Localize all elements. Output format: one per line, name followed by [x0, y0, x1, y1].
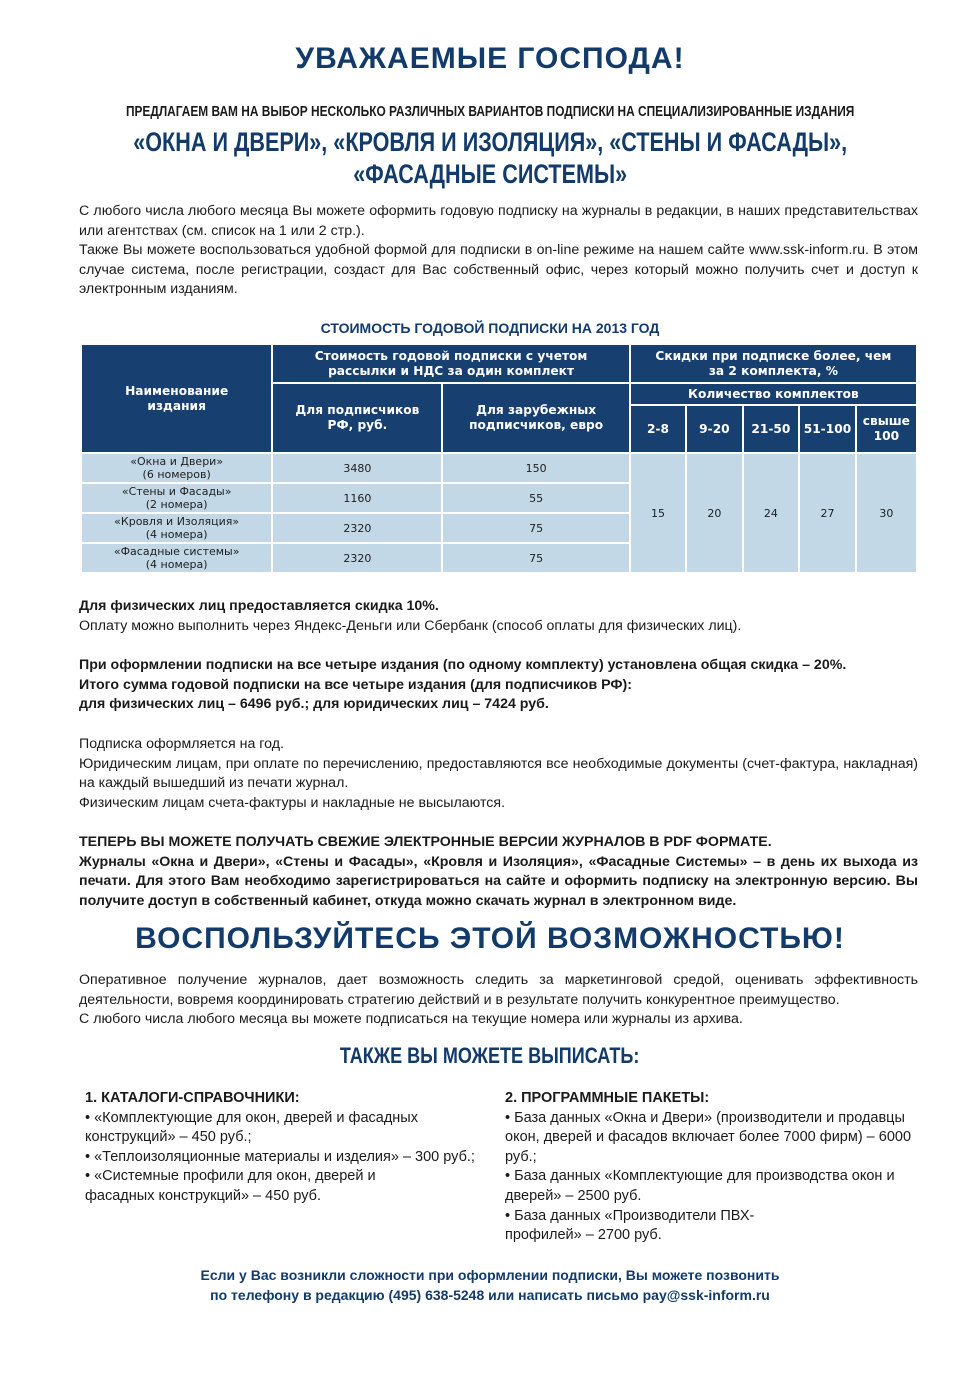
cell-discount-over-100: 30	[856, 453, 917, 573]
documents-note	[79, 735, 918, 813]
also-title-text: ТАКЖЕ ВЫ МОЖЕТЕ ВЫПИСАТЬ:	[340, 1043, 640, 1068]
header-qty: Количество комплектов	[630, 383, 917, 405]
pdf-note	[79, 833, 918, 911]
cell-name	[81, 483, 272, 513]
bundle-discount-line-1: При оформлении подписки на все четыре издания (по одному комплекту) установлена общая скидка – 20%.	[79, 657, 847, 673]
software-column	[505, 1089, 917, 1246]
header-cost-group: Стоимость годовой подписки с учетом рассылки и НДС за один комплект	[272, 344, 629, 383]
documents-line-1: Подписка оформляется на год.	[79, 736, 284, 752]
intro-paragraph-2: Также Вы можете воспользоваться удобной формой для подписки в on-line режиме на нашем сайте www.ssk-inform.ru. В этом случае система, после регистрации, создаст для Вас собственный офис, через который можно получить счет и доступ к электронным изданиям.	[79, 242, 918, 298]
header-range-21-50: 21-50	[743, 405, 800, 453]
cell-foreign: 150	[442, 453, 629, 483]
documents-line-2: Юридическим лицам, при оплате по перечислению, предоставляются все необходимые документы (счет-фактура, накладная) на каждый вышедший из печати журнал.	[79, 755, 918, 792]
pdf-heading: ТЕПЕРЬ ВЫ МОЖЕТЕ ПОЛУЧАТЬ СВЕЖИЕ ЭЛЕКТРОННЫЕ ВЕРСИИ ЖУРНАЛОВ В PDF ФОРМАТЕ.	[79, 834, 772, 850]
bundle-discount-line-2: Итого сумма годовой подписки на все четыре издания (для подписчиков РФ):	[79, 676, 632, 693]
software-item: • База данных «Комплектующие для производства окон и дверей» – 2500 руб.	[505, 1168, 895, 1204]
cell-discount-51-100: 27	[799, 453, 856, 573]
cell-discount-2-8: 15	[630, 453, 686, 573]
catalog-item: • «Комплектующие для окон, дверей и фасадных конструкций» – 450 руб.;	[85, 1109, 418, 1146]
page-title	[0, 42, 980, 76]
promo-paragraph-1: Оперативное получение журналов, дает возможность следить за маркетинговой средой, оценивать эффективность деятельности, вовремя координировать стратегию действий и в результате получить конкурентное преимущество.	[79, 972, 918, 1008]
promo-title-text: ВОСПОЛЬЗУЙТЕСЬ ЭТОЙ ВОЗМОЖНОСТЬЮ!	[135, 922, 845, 955]
price-table	[80, 343, 918, 574]
cell-name	[81, 513, 272, 543]
promo-title	[0, 922, 980, 956]
intro-paragraph-1: С любого числа любого месяца Вы можете оформить годовую подписку на журналы в редакции, в наших представительствах или агентствах (см. список на 1 или 2 стр.).	[79, 203, 918, 239]
magazine-issues: (4 номера)	[145, 558, 208, 571]
cell-foreign: 75	[442, 543, 629, 573]
payment-methods-text: Оплату можно выполнить через Яндекс-Деньги или Сбербанк (способ оплаты для физических лиц).	[79, 617, 742, 634]
cell-rf: 2320	[272, 543, 442, 573]
header-range-51-100: 51-100	[799, 405, 856, 453]
contact-line-1: Если у Вас возникли сложности при оформлении подписки, Вы можете позвонить	[200, 1267, 780, 1283]
magazines-line-1: «ОКНА И ДВЕРИ», «КРОВЛЯ И ИЗОЛЯЦИЯ», «СТЕНЫ И ФАСАДЫ»,	[133, 127, 847, 157]
contact-line-2: по телефону в редакцию (495) 638-5248 или написать письмо pay@ssk-inform.ru	[210, 1286, 770, 1303]
cell-foreign: 55	[442, 483, 629, 513]
header-discount-group: Скидки при подписке более, чем за 2 комплекта, %	[630, 344, 917, 383]
header-foreign: Для зарубежных подписчиков, евро	[442, 383, 629, 453]
documents-line-3: Физическим лицам счета-фактуры и накладные не высылаются.	[79, 794, 506, 811]
magazines-line-2: «ФАСАДНЫЕ СИСТЕМЫ»	[353, 159, 627, 189]
header-rf: Для подписчиков РФ, руб.	[272, 383, 442, 453]
table-title: СТОИМОСТЬ ГОДОВОЙ ПОДПИСКИ НА 2013 ГОД	[320, 320, 660, 336]
software-item: • База данных «Производители ПВХ-профилей» – 2700 руб.	[505, 1207, 755, 1244]
page-title-text: УВАЖАЕМЫЕ ГОСПОДА!	[295, 42, 685, 75]
pdf-text: Журналы «Окна и Двери», «Стены и Фасады», «Кровля и Изоляция», «Фасадные Системы» – в день их выхода из печати. Для этого Вам необходимо зарегистрироваться на сайте и оформить подписку на электронную версию. Вы получите доступ в собственный кабинет, откуда можно скачать журнал в электронном виде.	[79, 853, 918, 909]
catalog-item: • «Теплоизоляционные материалы и изделия» – 300 руб.;	[85, 1148, 475, 1165]
magazine-issues: (2 номера)	[145, 498, 208, 511]
header-range-9-20: 9-20	[686, 405, 742, 453]
individual-discount-text: Для физических лиц предоставляется скидка 10%.	[79, 598, 439, 614]
magazine-name: «Фасадные системы»	[113, 545, 240, 558]
header-name: Наименование издания	[81, 344, 272, 453]
table-row	[81, 453, 917, 483]
cell-discount-9-20: 20	[686, 453, 742, 573]
discount-note	[79, 597, 918, 636]
magazine-issues: (4 номера)	[145, 528, 208, 541]
cell-name	[81, 543, 272, 573]
magazine-issues: (6 номеров)	[142, 468, 211, 481]
catalog-item: • «Системные профили для окон, дверей и фасадных конструкций» – 450 руб.	[85, 1168, 376, 1204]
promo-text	[79, 971, 918, 1030]
bundle-discount-note	[79, 656, 918, 715]
cell-rf: 3480	[272, 453, 442, 483]
magazine-name: «Окна и Двери»	[130, 455, 224, 468]
cell-discount-21-50: 24	[743, 453, 800, 573]
bundle-discount-line-3: для физических лиц – 6496 руб.; для юридических лиц – 7424 руб.	[79, 696, 549, 713]
magazine-name: «Стены и Фасады»	[121, 485, 232, 498]
intro-text	[79, 202, 918, 300]
software-heading: 2. ПРОГРАММНЫЕ ПАКЕТЫ:	[505, 1090, 710, 1106]
magazine-name: «Кровля и Изоляция»	[114, 515, 240, 528]
cell-foreign: 75	[442, 513, 629, 543]
offer-subtitle-text: ПРЕДЛАГАЕМ ВАМ НА ВЫБОР НЕСКОЛЬКО РАЗЛИЧНЫХ ВАРИАНТОВ ПОДПИСКИ НА СПЕЦИАЛИЗИРОВАННЫЕ ИЗДАНИЯ	[125, 104, 855, 120]
magazines-heading	[0, 126, 980, 190]
header-range-over-100: свыше 100	[856, 405, 917, 453]
contact-footer	[0, 1266, 980, 1305]
promo-paragraph-2: С любого числа любого месяца вы можете подписаться на текущие номера или журналы из архива.	[79, 1011, 743, 1028]
software-item: • База данных «Окна и Двери» (производители и продавцы окон, дверей и фасадов включает более 7000 фирм) – 6000 руб.;	[505, 1109, 912, 1165]
cell-rf: 1160	[272, 483, 442, 513]
offer-subtitle	[0, 104, 980, 120]
also-title	[0, 1043, 980, 1069]
header-range-2-8: 2-8	[630, 405, 686, 453]
cell-rf: 2320	[272, 513, 442, 543]
catalogs-column	[85, 1089, 495, 1207]
catalogs-heading: 1. КАТАЛОГИ-СПРАВОЧНИКИ:	[85, 1090, 300, 1106]
cell-name	[81, 453, 272, 483]
